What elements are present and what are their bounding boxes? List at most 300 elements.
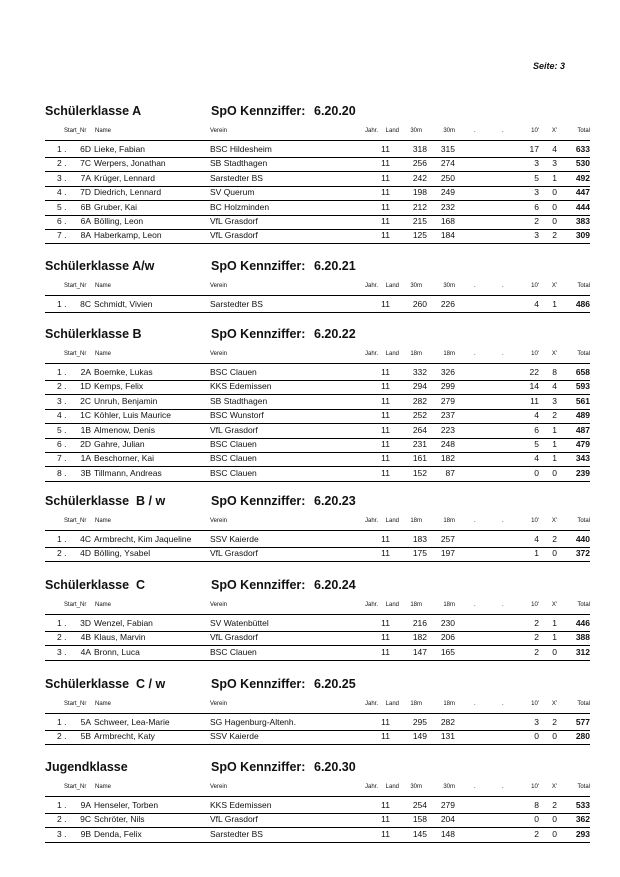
cell-club: BSC Hildesheim xyxy=(210,144,272,154)
cell-club: VfL Grasdorf xyxy=(210,424,258,435)
cell-total: 489 xyxy=(575,410,590,421)
cell-name: Tillmann, Andreas xyxy=(94,467,162,478)
cell-jahr: 11 xyxy=(381,828,390,839)
cell-pos: 2 . xyxy=(57,814,67,825)
cell-sn: 9B xyxy=(80,828,91,839)
column-header-start_nr: Start_Nr xyxy=(64,351,87,357)
cell-name: Schmidt, Vivien xyxy=(94,299,153,309)
cell-sn: 3D xyxy=(80,618,91,628)
cell-pos: 4 . xyxy=(57,187,67,198)
column-header-dot1: . xyxy=(474,128,476,134)
cell-r1: 125 xyxy=(412,230,427,241)
table-row xyxy=(45,647,590,661)
cell-x: 1 xyxy=(552,632,557,643)
cell-total: 487 xyxy=(575,424,590,435)
cell-x: 4 xyxy=(552,381,557,392)
cell-total: 343 xyxy=(575,453,590,464)
column-header-h2: 30m xyxy=(443,283,455,289)
cell-x: 2 xyxy=(552,800,557,810)
column-header-h1: 30m xyxy=(410,784,422,790)
row-divider xyxy=(45,744,590,745)
row-divider xyxy=(45,312,590,313)
column-header-h2: 30m xyxy=(443,784,455,790)
cell-club: BSC Wunstorf xyxy=(210,410,264,421)
header-divider xyxy=(45,140,590,141)
table-row xyxy=(45,396,590,410)
cell-total: 486 xyxy=(575,299,590,309)
cell-total: 362 xyxy=(575,814,590,825)
cell-club: SG Hagenburg-Altenh. xyxy=(210,717,296,727)
cell-total: 492 xyxy=(575,172,590,183)
column-header-row xyxy=(45,283,590,293)
row-divider xyxy=(45,660,590,661)
cell-x: 3 xyxy=(552,158,557,169)
cell-total: 577 xyxy=(575,717,590,727)
table-row xyxy=(45,410,590,424)
column-header-jahr: Jahr. xyxy=(364,701,378,707)
column-header-h1: 30m xyxy=(410,283,422,289)
column-header-row xyxy=(45,701,590,711)
cell-total: 479 xyxy=(575,439,590,449)
cell-r2: 204 xyxy=(440,814,455,825)
cell-name: Henseler, Torben xyxy=(94,800,159,810)
column-header-c10: 10' xyxy=(531,518,539,524)
table-row xyxy=(45,173,590,187)
spo-label: SpO Kennziffer: xyxy=(211,327,306,341)
cell-sn: 5B xyxy=(80,731,91,742)
cell-x: 1 xyxy=(552,299,557,309)
cell-r2: 168 xyxy=(440,216,455,226)
column-header-start_nr: Start_Nr xyxy=(64,701,87,707)
cell-total: 533 xyxy=(575,800,590,810)
column-header-row xyxy=(45,602,590,612)
cell-name: Köhler, Luis Maurice xyxy=(94,410,172,421)
cell-club: Sarstedter BS xyxy=(210,828,263,839)
cell-club: BSC Clauen xyxy=(210,467,257,478)
table-row xyxy=(45,158,590,172)
column-header-dot2: . xyxy=(502,784,504,790)
cell-r1: 318 xyxy=(412,144,427,154)
spo-code: 6.20.21 xyxy=(314,259,356,273)
cell-sn: 6B xyxy=(80,201,91,212)
cell-name: Haberkamp, Leon xyxy=(94,230,162,241)
spo-code: 6.20.22 xyxy=(314,327,356,341)
cell-jahr: 11 xyxy=(381,381,390,392)
cell-x: 0 xyxy=(552,216,557,226)
table-row xyxy=(45,800,590,814)
spo-label: SpO Kennziffer: xyxy=(211,494,306,508)
cell-pos: 7 . xyxy=(57,230,67,241)
cell-name: Schweer, Lea-Marie xyxy=(94,717,170,727)
cell-x: 8 xyxy=(552,367,557,377)
column-header-name: Name xyxy=(95,351,112,357)
cell-club: SV Watenbüttel xyxy=(210,618,269,628)
cell-pos: 1 . xyxy=(57,367,67,377)
cell-pos: 2 . xyxy=(57,381,67,392)
column-header-verein: Verein xyxy=(210,283,228,289)
cell-sn: 1C xyxy=(80,410,91,421)
cell-sn: 8C xyxy=(80,299,91,309)
cell-r2: 282 xyxy=(440,717,455,727)
cell-name: Boemke, Lukas xyxy=(94,367,153,377)
cell-total: 383 xyxy=(575,216,590,226)
cell-jahr: 11 xyxy=(381,800,390,810)
cell-x: 3 xyxy=(552,395,557,406)
column-header-jahr: Jahr. xyxy=(364,784,378,790)
cell-name: Schröter, Nils xyxy=(94,814,145,825)
cell-r1: 295 xyxy=(412,717,427,727)
table-row xyxy=(45,187,590,201)
table-row xyxy=(45,367,590,381)
cell-sn: 2C xyxy=(80,395,91,406)
cell-r1: 183 xyxy=(412,534,427,544)
column-header-land: Land xyxy=(385,518,399,524)
cell-t10: 0 xyxy=(534,731,539,742)
column-header-total: Total xyxy=(577,701,590,707)
column-header-total: Total xyxy=(577,602,590,608)
row-divider xyxy=(45,243,590,244)
section-title: Schülerklasse A xyxy=(45,104,142,118)
column-header-h2: 18m xyxy=(443,518,455,524)
cell-t10: 6 xyxy=(534,424,539,435)
cell-pos: 5 . xyxy=(57,201,67,212)
column-header-c10: 10' xyxy=(531,784,539,790)
cell-club: BSC Clauen xyxy=(210,439,257,449)
cell-total: 372 xyxy=(575,548,590,559)
cell-name: Bölling, Leon xyxy=(94,216,144,226)
cell-name: Gahre, Julian xyxy=(94,439,145,449)
cell-club: SV Querum xyxy=(210,187,255,198)
cell-jahr: 11 xyxy=(381,187,390,198)
spo-code: 6.20.25 xyxy=(314,677,356,691)
table-row xyxy=(45,717,590,731)
cell-x: 1 xyxy=(552,618,557,628)
cell-club: SSV Kaierde xyxy=(210,731,259,742)
cell-t10: 1 xyxy=(534,548,539,559)
cell-total: 312 xyxy=(575,646,590,657)
cell-x: 0 xyxy=(552,814,557,825)
cell-total: 440 xyxy=(575,534,590,544)
cell-r1: 147 xyxy=(412,646,427,657)
header-divider xyxy=(45,796,590,797)
cell-x: 2 xyxy=(552,717,557,727)
cell-sn: 3B xyxy=(80,467,91,478)
section-title: Schülerklasse B xyxy=(45,327,142,341)
spo-label: SpO Kennziffer: xyxy=(211,677,306,691)
column-header-name: Name xyxy=(95,602,112,608)
column-header-land: Land xyxy=(385,283,399,289)
column-header-start_nr: Start_Nr xyxy=(64,602,87,608)
cell-r1: 332 xyxy=(412,367,427,377)
cell-r2: 182 xyxy=(440,453,455,464)
column-header-dot1: . xyxy=(474,518,476,524)
cell-r1: 182 xyxy=(412,632,427,643)
cell-pos: 2 . xyxy=(57,548,67,559)
column-header-dot1: . xyxy=(474,784,476,790)
cell-club: Sarstedter BS xyxy=(210,172,263,183)
cell-jahr: 11 xyxy=(381,632,390,643)
class-section xyxy=(45,760,590,847)
cell-x: 2 xyxy=(552,230,557,241)
cell-sn: 1D xyxy=(80,381,91,392)
table-row xyxy=(45,230,590,244)
table-row xyxy=(45,618,590,632)
table-row xyxy=(45,425,590,439)
cell-club: VfL Grasdorf xyxy=(210,814,258,825)
cell-pos: 4 . xyxy=(57,410,67,421)
column-header-h2: 30m xyxy=(443,128,455,134)
cell-x: 0 xyxy=(552,187,557,198)
spo-label: SpO Kennziffer: xyxy=(211,760,306,774)
cell-r2: 232 xyxy=(440,201,455,212)
cell-r1: 216 xyxy=(412,618,427,628)
cell-r1: 145 xyxy=(412,828,427,839)
column-header-cx: X' xyxy=(551,128,557,134)
cell-t10: 8 xyxy=(534,800,539,810)
cell-r2: 249 xyxy=(440,187,455,198)
table-row xyxy=(45,534,590,548)
cell-sn: 4C xyxy=(80,534,91,544)
cell-name: Kemps, Felix xyxy=(94,381,144,392)
cell-jahr: 11 xyxy=(381,299,390,309)
column-header-verein: Verein xyxy=(210,784,228,790)
cell-r2: 279 xyxy=(440,395,455,406)
column-header-h1: 18m xyxy=(410,351,422,357)
cell-sn: 4D xyxy=(80,548,91,559)
cell-jahr: 11 xyxy=(381,534,390,544)
cell-sn: 5A xyxy=(80,717,91,727)
column-header-cx: X' xyxy=(551,283,557,289)
cell-name: Bronn, Luca xyxy=(94,646,140,657)
column-header-dot2: . xyxy=(502,351,504,357)
cell-total: 447 xyxy=(575,187,590,198)
cell-club: BSC Clauen xyxy=(210,646,257,657)
cell-name: Denda, Felix xyxy=(94,828,142,839)
cell-t10: 4 xyxy=(534,534,539,544)
table-row xyxy=(45,453,590,467)
cell-jahr: 11 xyxy=(381,395,390,406)
cell-pos: 3 . xyxy=(57,828,67,839)
table-row xyxy=(45,144,590,158)
column-header-start_nr: Start_Nr xyxy=(64,518,87,524)
cell-jahr: 11 xyxy=(381,158,390,169)
class-section xyxy=(45,677,590,750)
cell-r2: 315 xyxy=(440,144,455,154)
column-header-jahr: Jahr. xyxy=(364,351,378,357)
cell-t10: 3 xyxy=(534,230,539,241)
cell-name: Klaus, Marvin xyxy=(94,632,146,643)
cell-t10: 6 xyxy=(534,201,539,212)
cell-pos: 1 . xyxy=(57,299,67,309)
cell-jahr: 11 xyxy=(381,424,390,435)
column-header-land: Land xyxy=(385,701,399,707)
table-row xyxy=(45,829,590,843)
table-row xyxy=(45,731,590,745)
cell-r2: 184 xyxy=(440,230,455,241)
cell-pos: 6 . xyxy=(57,216,67,226)
cell-t10: 2 xyxy=(534,618,539,628)
column-header-c10: 10' xyxy=(531,351,539,357)
cell-jahr: 11 xyxy=(381,717,390,727)
header-divider xyxy=(45,713,590,714)
cell-pos: 8 . xyxy=(57,467,67,478)
cell-t10: 2 xyxy=(534,828,539,839)
column-header-cx: X' xyxy=(551,351,557,357)
spo-label: SpO Kennziffer: xyxy=(211,104,306,118)
column-header-c10: 10' xyxy=(531,128,539,134)
cell-jahr: 11 xyxy=(381,216,390,226)
cell-total: 444 xyxy=(575,201,590,212)
cell-t10: 4 xyxy=(534,453,539,464)
class-section xyxy=(45,494,590,567)
cell-name: Lieke, Fabian xyxy=(94,144,146,154)
cell-sn: 1A xyxy=(80,453,91,464)
cell-name: Bölling, Ysabel xyxy=(94,548,151,559)
cell-r1: 256 xyxy=(412,158,427,169)
header-divider xyxy=(45,530,590,531)
cell-r1: 231 xyxy=(412,439,427,449)
column-header-verein: Verein xyxy=(210,351,228,357)
cell-total: 239 xyxy=(575,467,590,478)
cell-sn: 7D xyxy=(80,187,91,198)
table-row xyxy=(45,548,590,562)
class-section xyxy=(45,259,590,317)
class-section xyxy=(45,327,590,486)
table-row xyxy=(45,381,590,395)
cell-pos: 3 . xyxy=(57,646,67,657)
column-header-cx: X' xyxy=(551,701,557,707)
cell-r2: 299 xyxy=(440,381,455,392)
cell-r1: 161 xyxy=(412,453,427,464)
column-header-name: Name xyxy=(95,128,112,134)
cell-t10: 4 xyxy=(534,299,539,309)
cell-club: VfL Grasdorf xyxy=(210,230,258,241)
column-header-h1: 30m xyxy=(410,128,422,134)
cell-t10: 3 xyxy=(534,187,539,198)
column-header-dot1: . xyxy=(474,701,476,707)
column-header-total: Total xyxy=(577,518,590,524)
spo-label: SpO Kennziffer: xyxy=(211,259,306,273)
cell-pos: 2 . xyxy=(57,158,67,169)
table-row xyxy=(45,632,590,646)
cell-name: Armbrecht, Katy xyxy=(94,731,155,742)
cell-pos: 5 . xyxy=(57,424,67,435)
cell-total: 658 xyxy=(575,367,590,377)
cell-x: 2 xyxy=(552,534,557,544)
cell-r2: 237 xyxy=(440,410,455,421)
column-header-jahr: Jahr. xyxy=(364,128,378,134)
cell-jahr: 11 xyxy=(381,731,390,742)
cell-r1: 254 xyxy=(412,800,427,810)
cell-club: VfL Grasdorf xyxy=(210,216,258,226)
cell-name: Werpers, Jonathan xyxy=(94,158,166,169)
cell-r1: 212 xyxy=(412,201,427,212)
column-header-jahr: Jahr. xyxy=(364,283,378,289)
column-header-h1: 18m xyxy=(410,602,422,608)
cell-total: 561 xyxy=(575,395,590,406)
cell-r2: 223 xyxy=(440,424,455,435)
cell-name: Gruber, Kai xyxy=(94,201,137,212)
class-section xyxy=(45,104,590,249)
column-header-jahr: Jahr. xyxy=(364,518,378,524)
spo-label: SpO Kennziffer: xyxy=(211,578,306,592)
cell-sn: 6D xyxy=(80,144,91,154)
cell-pos: 6 . xyxy=(57,439,67,449)
column-header-jahr: Jahr. xyxy=(364,602,378,608)
cell-name: Beschorner, Kai xyxy=(94,453,155,464)
cell-jahr: 11 xyxy=(381,814,390,825)
cell-sn: 9A xyxy=(80,800,91,810)
table-row xyxy=(45,299,590,313)
cell-sn: 6A xyxy=(80,216,91,226)
column-header-dot2: . xyxy=(502,128,504,134)
cell-club: BC Holzminden xyxy=(210,201,270,212)
cell-pos: 7 . xyxy=(57,453,67,464)
cell-pos: 1 . xyxy=(57,717,67,727)
column-header-c10: 10' xyxy=(531,602,539,608)
cell-t10: 3 xyxy=(534,158,539,169)
column-header-dot2: . xyxy=(502,602,504,608)
cell-r2: 148 xyxy=(440,828,455,839)
cell-r1: 264 xyxy=(412,424,427,435)
spo-code: 6.20.24 xyxy=(314,578,356,592)
column-header-row xyxy=(45,351,590,361)
cell-sn: 1B xyxy=(80,424,91,435)
column-header-verein: Verein xyxy=(210,128,228,134)
cell-x: 1 xyxy=(552,439,557,449)
table-row xyxy=(45,216,590,230)
cell-pos: 1 . xyxy=(57,534,67,544)
cell-total: 309 xyxy=(575,230,590,241)
column-header-dot1: . xyxy=(474,351,476,357)
cell-club: VfL Grasdorf xyxy=(210,548,258,559)
cell-jahr: 11 xyxy=(381,439,390,449)
cell-t10: 5 xyxy=(534,439,539,449)
section-title: Schülerklasse C xyxy=(45,578,146,592)
cell-jahr: 11 xyxy=(381,144,390,154)
cell-x: 1 xyxy=(552,453,557,464)
cell-name: Unruh, Benjamin xyxy=(94,395,158,406)
column-header-verein: Verein xyxy=(210,518,228,524)
cell-x: 0 xyxy=(552,548,557,559)
cell-x: 0 xyxy=(552,646,557,657)
cell-total: 388 xyxy=(575,632,590,643)
cell-club: BSC Clauen xyxy=(210,367,257,377)
cell-t10: 4 xyxy=(534,410,539,421)
cell-t10: 11 xyxy=(530,395,539,406)
column-header-verein: Verein xyxy=(210,701,228,707)
cell-jahr: 11 xyxy=(381,201,390,212)
cell-r1: 158 xyxy=(412,814,427,825)
section-title: Jugendklasse xyxy=(45,760,128,774)
cell-t10: 2 xyxy=(534,646,539,657)
column-header-c10: 10' xyxy=(531,701,539,707)
cell-r1: 215 xyxy=(412,216,427,226)
column-header-dot1: . xyxy=(474,602,476,608)
cell-r1: 175 xyxy=(412,548,427,559)
cell-total: 633 xyxy=(575,144,590,154)
cell-r2: 197 xyxy=(440,548,455,559)
cell-name: Almenow, Denis xyxy=(94,424,155,435)
cell-sn: 4B xyxy=(80,632,91,643)
cell-club: SSV Kaierde xyxy=(210,534,259,544)
cell-r2: 206 xyxy=(440,632,455,643)
column-header-dot2: . xyxy=(502,701,504,707)
cell-pos: 3 . xyxy=(57,172,67,183)
cell-r1: 260 xyxy=(412,299,427,309)
cell-sn: 7C xyxy=(80,158,91,169)
cell-r2: 165 xyxy=(440,646,455,657)
